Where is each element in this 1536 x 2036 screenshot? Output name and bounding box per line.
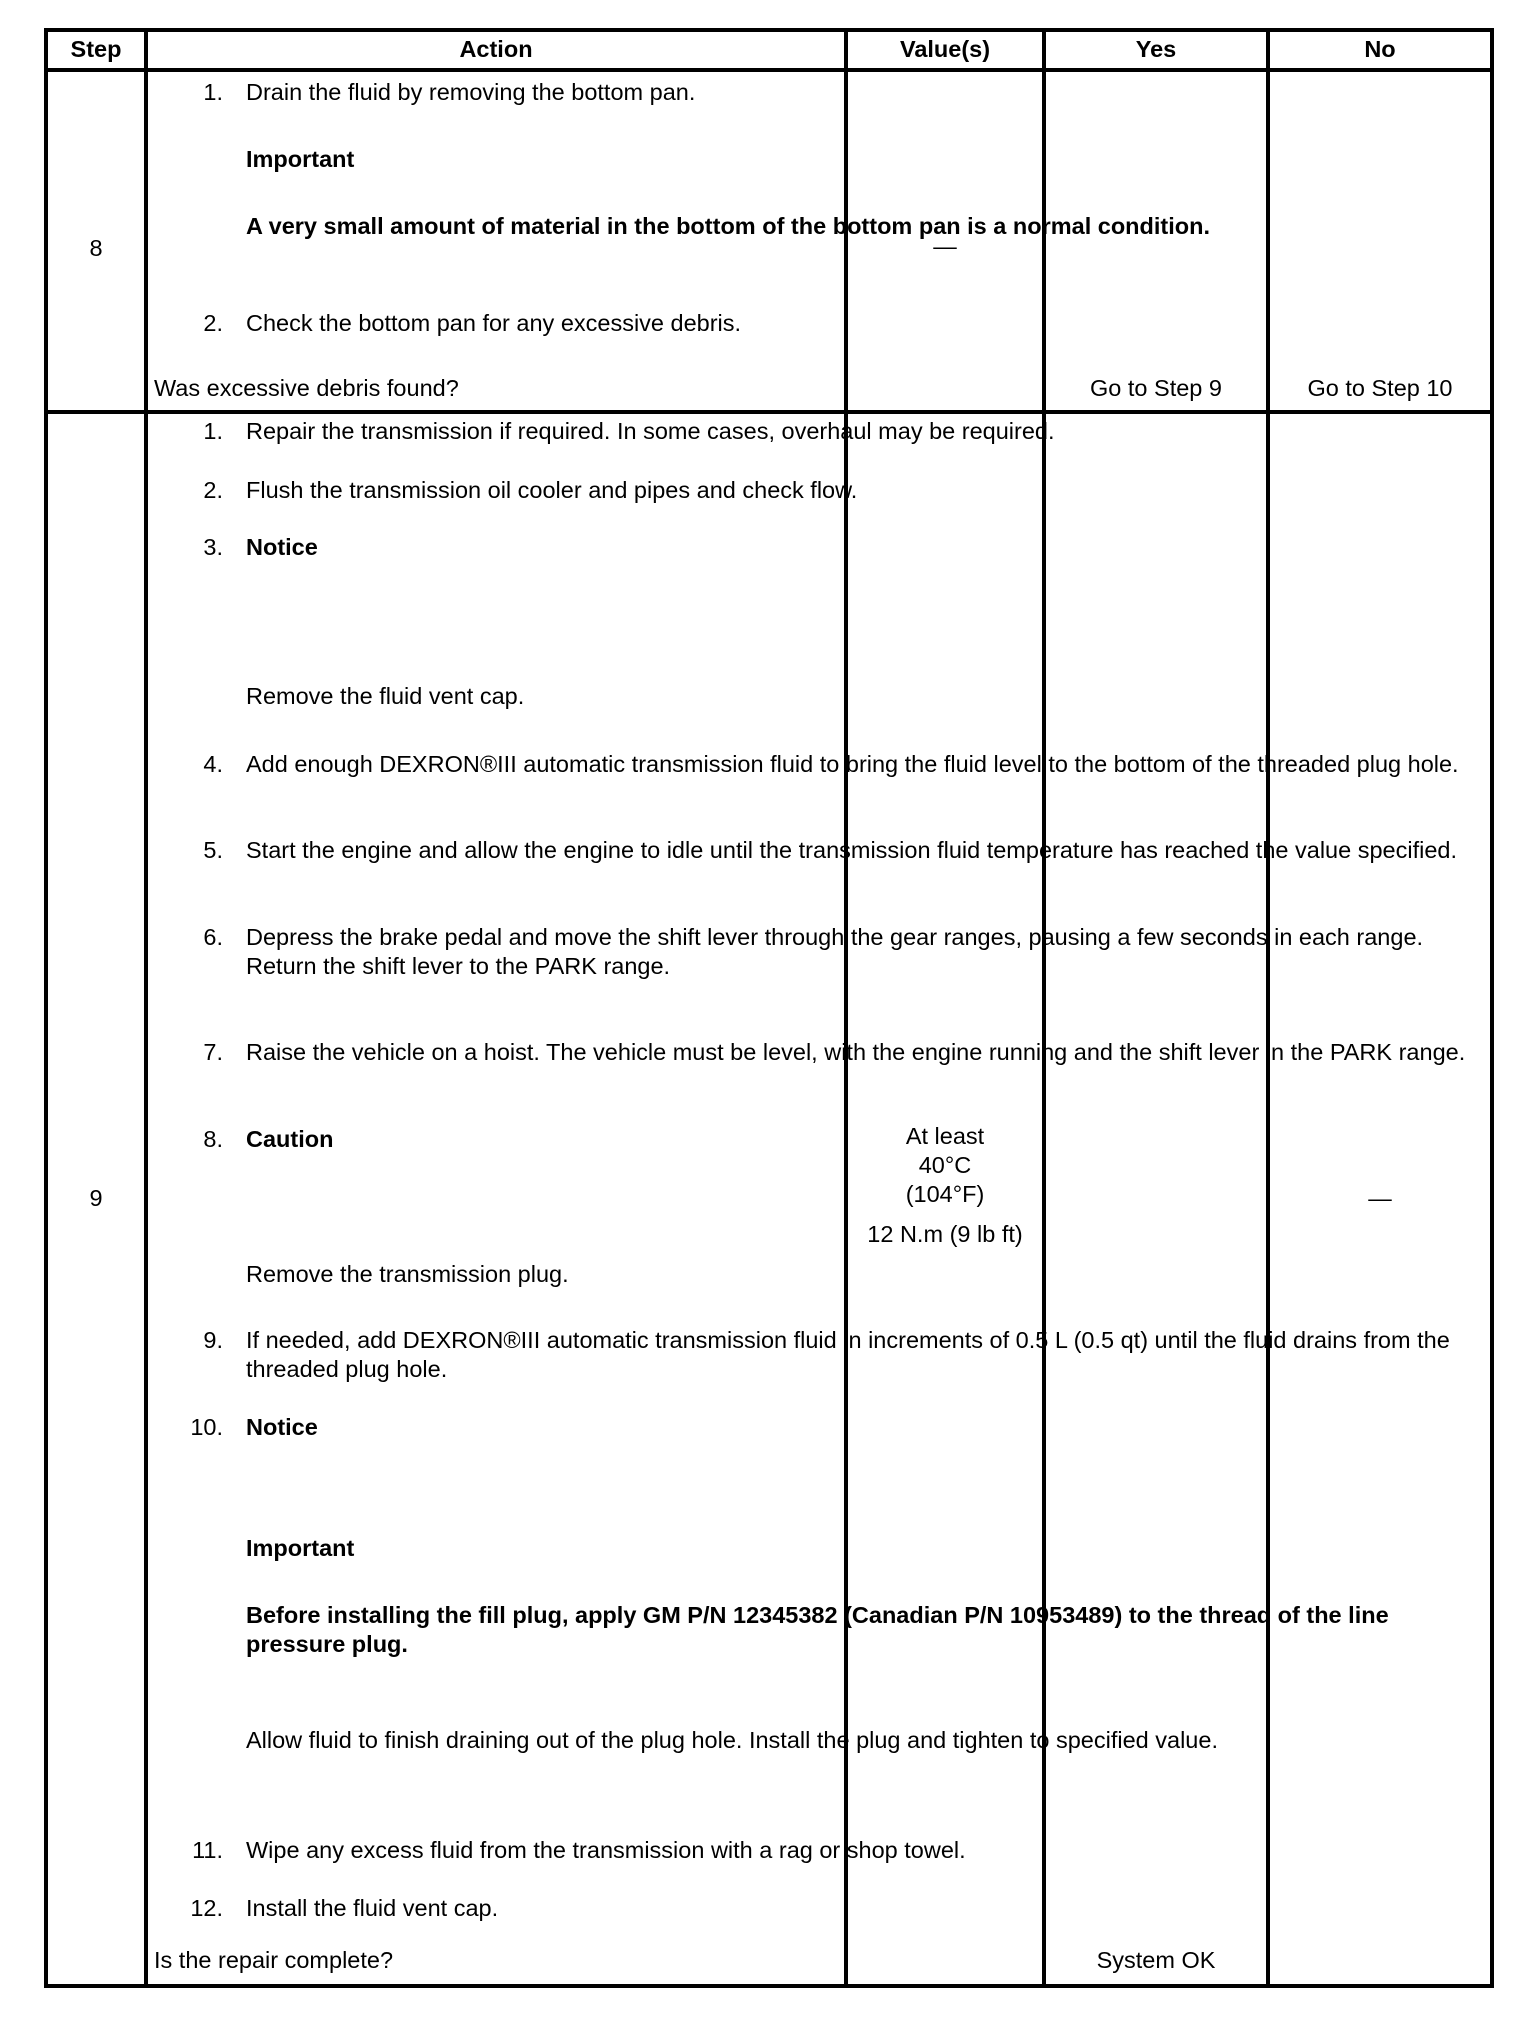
list-item: 1. Repair the transmission if required. In some cases, overhaul may be required. — [203, 418, 1055, 444]
list-item: 1. Drain the fluid by removing the bottom pan. — [203, 79, 696, 105]
no-result: — — [1368, 1184, 1392, 1211]
no-result: Go to Step 10 — [1307, 375, 1453, 401]
row-divider — [44, 410, 1494, 414]
header-yes: Yes — [1135, 35, 1177, 62]
list-item: 6. Depress the brake pedal and move the shift lever through the gear ranges, pausing a few seconds in each range. Return the shift lever to the PARK range. — [203, 924, 1424, 979]
table-border-left — [44, 28, 48, 1988]
step-number: 8 — [89, 234, 103, 261]
col-divider-step — [144, 28, 148, 1988]
list-item: 11. Wipe any excess fluid from the transmission with a rag or shop towel. — [192, 1837, 966, 1863]
list-item: 12. Install the fluid vent cap. — [190, 1895, 499, 1921]
header-action: Action — [459, 35, 533, 62]
step-number: 9 — [89, 1184, 103, 1211]
list-item: 9. If needed, add DEXRON®III automatic transmission fluid in increments of 0.5 L (0.5 qt) until the fluid drains from the threaded plug hole. — [203, 1327, 1450, 1382]
important-text: Before installing the fill plug, apply GM P/N 12345382 (Canadian P/N 10953489) to the thread of the line pressure plug. — [246, 1602, 1389, 1657]
important-text: A very small amount of material in the bottom of the bottom pan is a normal condition. — [246, 213, 1211, 239]
step-question: Was excessive debris found? — [154, 375, 459, 401]
important-label: Important — [246, 146, 355, 172]
header-no: No — [1364, 35, 1396, 62]
list-item: 2. Check the bottom pan for any excessive debris. — [203, 310, 742, 336]
list-item: 10. Notice — [190, 1414, 318, 1440]
step-question: Is the repair complete? — [154, 1947, 394, 1973]
table-border-right — [1490, 28, 1494, 1988]
value-torque: 12 N.m (9 lb ft) — [867, 1221, 1023, 1247]
table-border-bottom — [44, 1984, 1494, 1988]
list-item: 2. Flush the transmission oil cooler and pipes and check flow. — [203, 477, 858, 503]
list-item: 8. Caution — [203, 1126, 334, 1152]
list-item: 5. Start the engine and allow the engine to idle until the transmission fluid temperature has reached the value specified. — [203, 837, 1457, 863]
header-step: Step — [70, 35, 122, 62]
values-cell: — — [933, 232, 957, 259]
value-temperature: At least 40°C (104°F) — [905, 1123, 985, 1207]
list-item: 3. Notice — [203, 534, 318, 560]
header-values: Value(s) — [899, 35, 991, 62]
yes-result: System OK — [1096, 1947, 1216, 1973]
list-item: 4. Add enough DEXRON®III automatic transmission fluid to bring the fluid level to the bottom of the threaded plug hole. — [203, 751, 1459, 777]
list-item-text: Remove the fluid vent cap. — [246, 683, 525, 709]
diagnostic-table — [44, 28, 1494, 1988]
important-label: Important — [246, 1535, 355, 1561]
yes-result: Go to Step 9 — [1090, 375, 1222, 401]
list-item: 7. Raise the vehicle on a hoist. The vehicle must be level, with the engine running and the shift lever in the PARK range. — [203, 1039, 1466, 1065]
list-item-text: Allow fluid to finish draining out of the plug hole. Install the plug and tighten to specified value. — [246, 1727, 1218, 1753]
list-item-text: Remove the transmission plug. — [246, 1261, 569, 1287]
